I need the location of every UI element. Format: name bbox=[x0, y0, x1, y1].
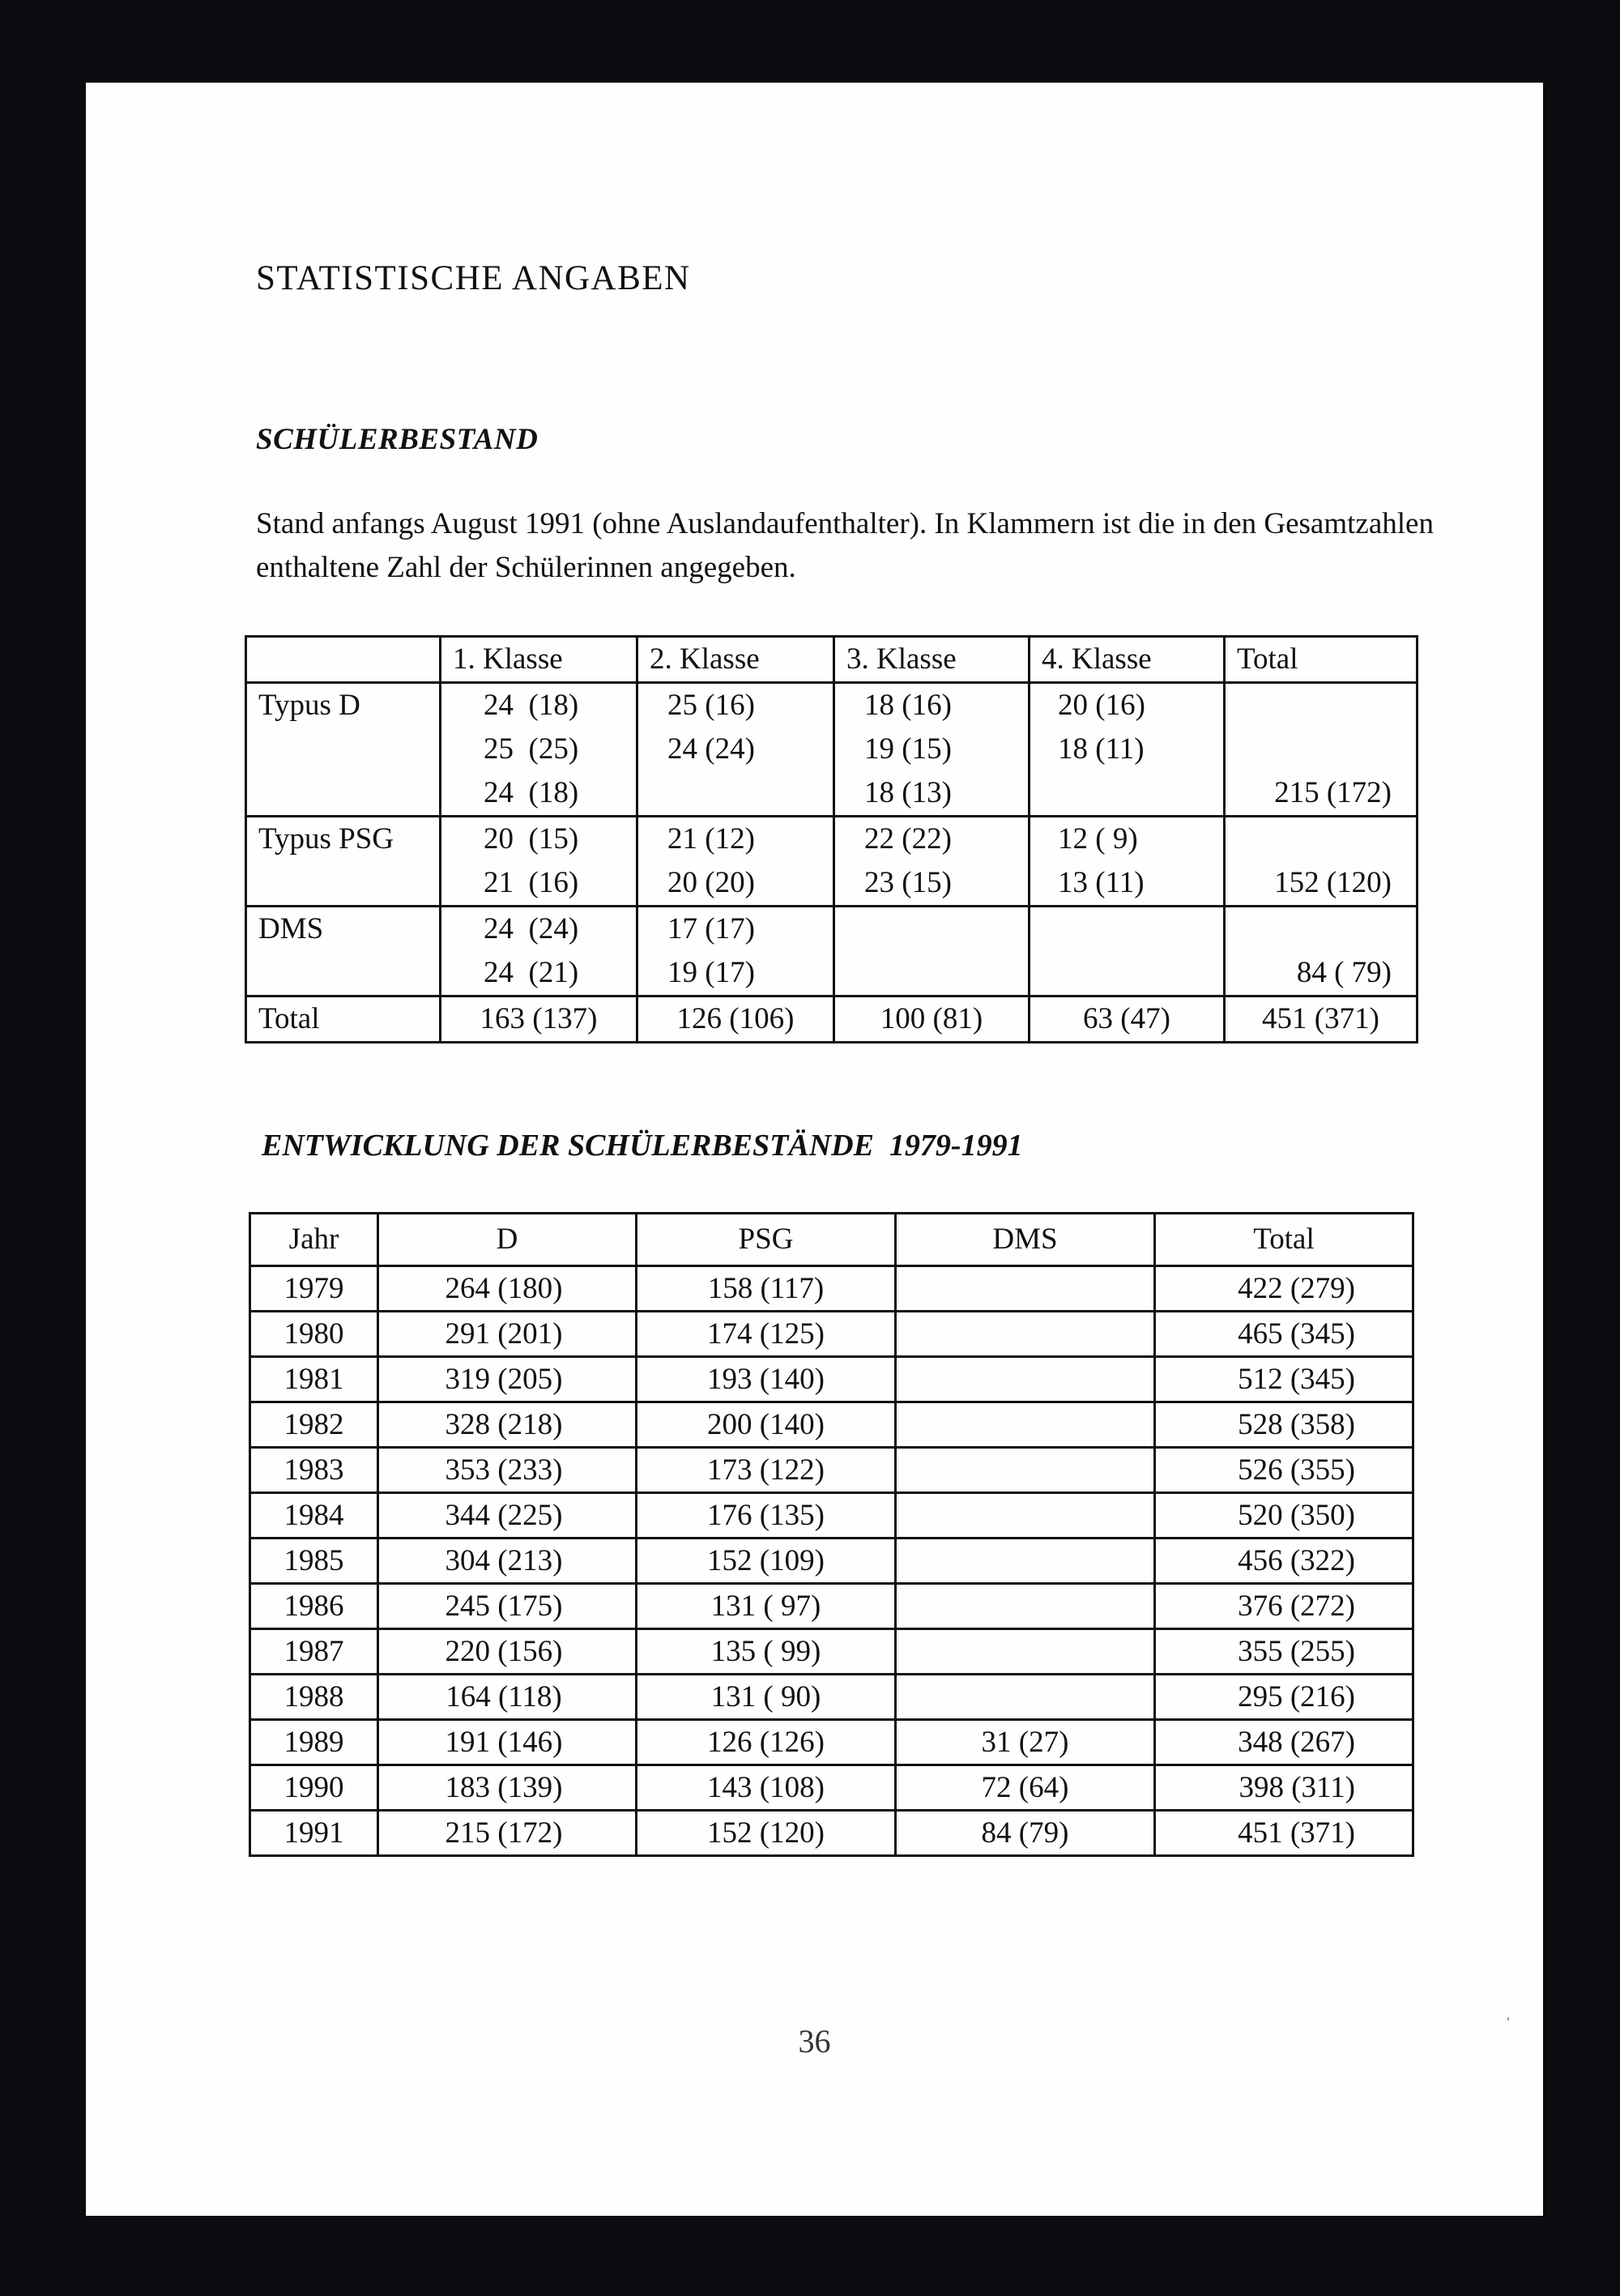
year-cell: 1989 bbox=[250, 1720, 378, 1765]
table-cell: 135 ( 99) bbox=[637, 1629, 896, 1675]
table-cell: 176 (135) bbox=[637, 1493, 896, 1538]
table-cell: 183 (139) bbox=[378, 1765, 637, 1811]
cell-value: 24 (18) bbox=[484, 689, 579, 722]
table-cell: 126 (126) bbox=[637, 1720, 896, 1765]
cell-value: 126 (106) bbox=[676, 1002, 795, 1035]
header-cell: Jahr bbox=[250, 1214, 378, 1266]
table-cell bbox=[896, 1629, 1155, 1675]
header-cell: DMS bbox=[896, 1214, 1155, 1266]
table-row-total bbox=[246, 996, 1418, 1043]
header-cell: 3. Klasse bbox=[834, 637, 1030, 683]
cell-value: 25 (25) bbox=[484, 732, 579, 766]
cell-value bbox=[1226, 728, 1416, 771]
row-label bbox=[246, 817, 441, 907]
table-cell bbox=[441, 817, 637, 907]
cell-value: 12 ( 9) bbox=[1058, 822, 1138, 856]
table-cell: 84 (79) bbox=[896, 1811, 1155, 1856]
year-cell: 1982 bbox=[250, 1402, 378, 1448]
table-cell bbox=[1030, 817, 1225, 907]
table-cell bbox=[896, 1538, 1155, 1584]
cell-value bbox=[1030, 771, 1223, 815]
cell-value: 215 (172) bbox=[1274, 776, 1392, 809]
row-label-text: Typus PSG bbox=[258, 822, 394, 856]
table-cell bbox=[1225, 907, 1418, 996]
page-number: 36 bbox=[798, 2023, 831, 2059]
table-cell: 451 (371) bbox=[1155, 1811, 1413, 1856]
table-row bbox=[246, 683, 1418, 817]
cell-value: 152 (120) bbox=[1274, 866, 1392, 899]
table-cell bbox=[441, 996, 637, 1043]
table-cell: 72 (64) bbox=[896, 1765, 1155, 1811]
table-cell bbox=[1225, 996, 1418, 1043]
table-row bbox=[250, 1629, 1413, 1675]
table-cell: 398 (311) bbox=[1155, 1765, 1413, 1811]
cell-value: 22 (22) bbox=[864, 822, 952, 856]
table-cell bbox=[896, 1266, 1155, 1312]
row-label bbox=[246, 907, 441, 996]
cell-value: 84 ( 79) bbox=[1296, 956, 1392, 989]
row-label-text: DMS bbox=[258, 912, 324, 945]
table-cell: 158 (117) bbox=[637, 1266, 896, 1312]
cell-value: 451 (371) bbox=[1262, 1002, 1379, 1035]
table-cell bbox=[637, 907, 834, 996]
history-table-body bbox=[250, 1266, 1413, 1856]
year-cell: 1979 bbox=[250, 1266, 378, 1312]
table-row bbox=[250, 1765, 1413, 1811]
table-row bbox=[250, 1538, 1413, 1584]
table-cell bbox=[834, 817, 1030, 907]
cell-value: 18 (13) bbox=[864, 776, 952, 809]
table-row bbox=[246, 817, 1418, 907]
table-row bbox=[250, 1675, 1413, 1720]
cell-value: 163 (137) bbox=[480, 1002, 598, 1035]
cell-value: 21 (16) bbox=[484, 866, 579, 899]
table-row bbox=[250, 1312, 1413, 1357]
document-page bbox=[86, 83, 1543, 2216]
cell-value: 100 (81) bbox=[880, 1002, 983, 1035]
table-row bbox=[250, 1811, 1413, 1856]
table-cell: 512 (345) bbox=[1155, 1357, 1413, 1402]
cell-value: 25 (16) bbox=[667, 689, 755, 722]
header-cell bbox=[246, 637, 441, 683]
table-cell bbox=[896, 1584, 1155, 1629]
table-cell: 31 (27) bbox=[896, 1720, 1155, 1765]
table-row bbox=[246, 907, 1418, 996]
table-cell: 528 (358) bbox=[1155, 1402, 1413, 1448]
table-cell: 422 (279) bbox=[1155, 1266, 1413, 1312]
cell-value: 20 (20) bbox=[667, 866, 755, 899]
cell-value bbox=[1226, 907, 1416, 951]
cell-value: 24 (24) bbox=[667, 732, 755, 766]
table-cell: 191 (146) bbox=[378, 1720, 637, 1765]
table-cell: 215 (172) bbox=[378, 1811, 637, 1856]
header-cell: D bbox=[378, 1214, 637, 1266]
history-table-header-row bbox=[250, 1214, 1413, 1266]
table-row bbox=[250, 1402, 1413, 1448]
year-cell: 1985 bbox=[250, 1538, 378, 1584]
table-cell: 131 ( 90) bbox=[637, 1675, 896, 1720]
table-cell: 173 (122) bbox=[637, 1448, 896, 1493]
header-cell: 2. Klasse bbox=[637, 637, 834, 683]
table-cell: 143 (108) bbox=[637, 1765, 896, 1811]
cell-value bbox=[1226, 817, 1416, 861]
table-cell bbox=[896, 1312, 1155, 1357]
cell-value: 24 (18) bbox=[484, 776, 579, 809]
table-cell: 376 (272) bbox=[1155, 1584, 1413, 1629]
table-cell: 295 (216) bbox=[1155, 1675, 1413, 1720]
history-table bbox=[249, 1212, 1414, 1857]
year-cell: 1987 bbox=[250, 1629, 378, 1675]
table-cell: 193 (140) bbox=[637, 1357, 896, 1402]
table-cell bbox=[1225, 817, 1418, 907]
table-cell bbox=[441, 683, 637, 817]
table-cell: 131 ( 97) bbox=[637, 1584, 896, 1629]
table-cell bbox=[896, 1357, 1155, 1402]
cell-value: 18 (11) bbox=[1058, 732, 1145, 766]
cell-value: 24 (21) bbox=[484, 956, 579, 989]
section-heading-entwicklung: ENTWICKLUNG DER SCHÜLERBESTÄNDE 1979-1991 bbox=[262, 1129, 1023, 1163]
table-cell: 152 (109) bbox=[637, 1538, 896, 1584]
cell-value: 19 (15) bbox=[864, 732, 952, 766]
section-heading-schuelerbestand: SCHÜLERBESTAND bbox=[256, 423, 539, 456]
row-label bbox=[246, 683, 441, 817]
table-row bbox=[250, 1584, 1413, 1629]
cell-value bbox=[835, 951, 1028, 995]
cell-value bbox=[1030, 907, 1223, 951]
cell-value: 23 (15) bbox=[864, 866, 952, 899]
year-cell: 1980 bbox=[250, 1312, 378, 1357]
table-cell: 200 (140) bbox=[637, 1402, 896, 1448]
header-cell: 1. Klasse bbox=[441, 637, 637, 683]
table-cell: 465 (345) bbox=[1155, 1312, 1413, 1357]
cell-value: 24 (24) bbox=[484, 912, 579, 945]
row-label-text: Typus D bbox=[258, 689, 360, 722]
table-cell bbox=[1030, 907, 1225, 996]
table-cell: 245 (175) bbox=[378, 1584, 637, 1629]
year-cell: 1983 bbox=[250, 1448, 378, 1493]
table-row bbox=[250, 1266, 1413, 1312]
table-cell bbox=[896, 1675, 1155, 1720]
table-cell: 328 (218) bbox=[378, 1402, 637, 1448]
cell-value bbox=[835, 907, 1028, 951]
cell-value bbox=[1226, 684, 1416, 728]
table-cell: 348 (267) bbox=[1155, 1720, 1413, 1765]
scan-speck bbox=[1507, 2017, 1509, 2021]
row-label-text: Total bbox=[258, 1002, 320, 1035]
table-cell bbox=[896, 1493, 1155, 1538]
year-cell: 1991 bbox=[250, 1811, 378, 1856]
table-row bbox=[250, 1493, 1413, 1538]
cell-value: 63 (47) bbox=[1083, 1002, 1170, 1035]
row-label bbox=[246, 996, 441, 1043]
table-cell bbox=[896, 1448, 1155, 1493]
table-cell: 526 (355) bbox=[1155, 1448, 1413, 1493]
table-cell: 456 (322) bbox=[1155, 1538, 1413, 1584]
table-cell bbox=[896, 1402, 1155, 1448]
table-cell: 174 (125) bbox=[637, 1312, 896, 1357]
table-cell: 152 (120) bbox=[637, 1811, 896, 1856]
enrollment-table-header-row bbox=[246, 637, 1418, 683]
table-cell bbox=[637, 683, 834, 817]
enrollment-table bbox=[245, 635, 1418, 1043]
header-cell: PSG bbox=[637, 1214, 896, 1266]
table-cell bbox=[834, 683, 1030, 817]
cell-value: 19 (17) bbox=[667, 956, 755, 989]
cell-value: 18 (16) bbox=[864, 689, 952, 722]
cell-value: 17 (17) bbox=[667, 912, 755, 945]
table-cell bbox=[834, 907, 1030, 996]
cell-value bbox=[1030, 951, 1223, 995]
header-cell: Total bbox=[1155, 1214, 1413, 1266]
table-cell bbox=[1030, 996, 1225, 1043]
table-cell: 220 (156) bbox=[378, 1629, 637, 1675]
table-row bbox=[250, 1720, 1413, 1765]
table-cell: 291 (201) bbox=[378, 1312, 637, 1357]
header-cell: 4. Klasse bbox=[1030, 637, 1225, 683]
table-cell bbox=[834, 996, 1030, 1043]
cell-value: 20 (15) bbox=[484, 822, 579, 856]
table-cell: 344 (225) bbox=[378, 1493, 637, 1538]
page-title: STATISTISCHE ANGABEN bbox=[256, 259, 691, 297]
table-cell: 164 (118) bbox=[378, 1675, 637, 1720]
year-cell: 1988 bbox=[250, 1675, 378, 1720]
year-cell: 1981 bbox=[250, 1357, 378, 1402]
table-cell: 319 (205) bbox=[378, 1357, 637, 1402]
table-cell: 520 (350) bbox=[1155, 1493, 1413, 1538]
table-cell bbox=[441, 907, 637, 996]
table-cell bbox=[637, 996, 834, 1043]
cell-value: 21 (12) bbox=[667, 822, 755, 856]
cell-value: 20 (16) bbox=[1058, 689, 1145, 722]
year-cell: 1984 bbox=[250, 1493, 378, 1538]
header-cell: Total bbox=[1225, 637, 1418, 683]
year-cell: 1986 bbox=[250, 1584, 378, 1629]
table-row bbox=[250, 1448, 1413, 1493]
year-cell: 1990 bbox=[250, 1765, 378, 1811]
table-cell bbox=[1030, 683, 1225, 817]
intro-paragraph: Stand anfangs August 1991 (ohne Auslandaufenthalter). In Klammern ist die in den Gesamtzahlen enthaltene Zahl der Schülerinnen angegeben. bbox=[256, 507, 1434, 584]
table-cell: 355 (255) bbox=[1155, 1629, 1413, 1675]
table-cell: 304 (213) bbox=[378, 1538, 637, 1584]
table-row bbox=[250, 1357, 1413, 1402]
table-cell bbox=[637, 817, 834, 907]
table-cell: 353 (233) bbox=[378, 1448, 637, 1493]
cell-value: 13 (11) bbox=[1058, 866, 1145, 899]
table-cell bbox=[1225, 683, 1418, 817]
table-cell: 264 (180) bbox=[378, 1266, 637, 1312]
cell-value bbox=[638, 771, 833, 815]
